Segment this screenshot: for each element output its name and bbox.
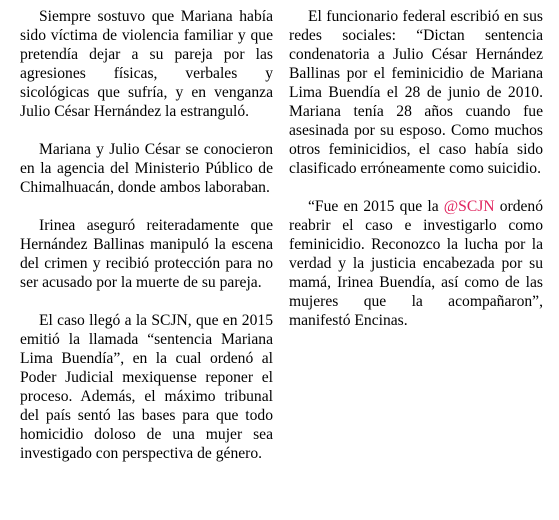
paragraph-how-they-met: Mariana y Julio César se conocieron en la agencia del Ministerio Público de Chimalhuacán, donde ambos laboraban. xyxy=(20,141,273,196)
quote-text-before: “Fue en 2015 que la xyxy=(308,198,444,215)
article-column-left xyxy=(20,7,273,463)
paragraph-crime-scene: Irinea aseguró reiteradamente que Hernández Ballinas manipuló la escena del crimen y recibió protección para no ser acusado por la muerte de su pareja. xyxy=(20,217,273,291)
article-column-right xyxy=(289,7,543,330)
scjn-mention-link[interactable]: @SCJN xyxy=(443,198,495,215)
quote-text-after: ordenó reabrir el caso e investigarlo como feminicidio. Reconozco la lucha por la verdad y la justicia encabezada por su mamá, Irinea Buendía, así como de las mujeres que la acompañaron”, manifestó Encinas. xyxy=(289,198,544,329)
paragraph-violence-claim: Siempre sostuvo que Mariana había sido víctima de violencia familiar y que pretendía dejar a su pareja por las agresiones físicas, verbales y sicológicas que sufría, y en venganza Julio César Hernández la estranguló. xyxy=(20,8,273,120)
paragraph-quote-scjn xyxy=(289,197,543,330)
paragraph-scjn-ruling: El caso llegó a la SCJN, que en 2015 emitió la llamada “sentencia Mariana Lima Buendía”, en la cual ordenó al Poder Judicial mexiquense reponer el proceso. Además, el máximo tribunal del país sentó las bases para que todo homicidio doloso de una mujer sea investigado con perspectiva de género. xyxy=(20,312,273,462)
paragraph-official-statement: El funcionario federal escribió en sus redes sociales: “Dictan sentencia condenatoria a Julio César Hernández Ballinas por el feminicidio de Mariana Lima Buendía el 28 de junio de 2010. Mariana tenía 28 años cuando fue asesinada por su esposo. Como muchos otros feminicidios, el caso había sido clasificado erróneamente como suicidio. xyxy=(289,8,543,177)
